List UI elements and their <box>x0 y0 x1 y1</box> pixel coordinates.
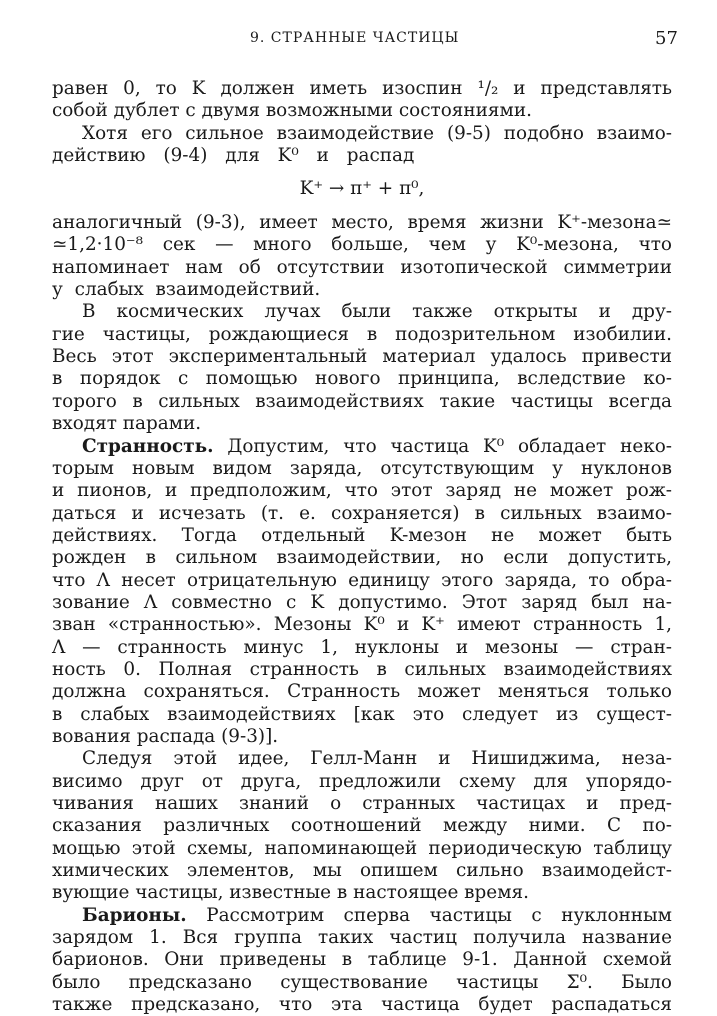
text-line <box>52 436 672 458</box>
page-number: 57 <box>655 28 678 49</box>
text-line: напоминает нам об отсутствии изотопической симметрии <box>52 256 672 278</box>
text-line: ность 0. Полная странность в сильных взаимодействиях <box>52 658 672 680</box>
text-line: зование Λ совместно с K допустимо. Этот заряд был на- <box>52 591 672 613</box>
text-line: висимо друг от друга, предложили схему для упорядо- <box>52 770 672 792</box>
text-line: гие частицы, рождающиеся в подозрительном изобилии. <box>52 323 672 345</box>
paragraph-strangeness <box>52 436 672 749</box>
text-line: также предсказано, что эта частица будет распадаться <box>52 994 672 1016</box>
text-line: в порядок с помощью нового принципа, вследствие ко- <box>52 368 672 390</box>
text-line: Следуя этой идее, Гелл-Манн и Нишиджима, неза- <box>82 748 672 770</box>
text-line: входят парами. <box>52 413 202 435</box>
text-line: что Λ несет отрицательную единицу этого заряда, то обра- <box>52 569 672 591</box>
text-line: чивания наших знаний о странных частицах и пред- <box>52 793 672 814</box>
text-line: зарядом 1. Вся группа таких частиц получила название <box>52 927 672 949</box>
text-line: торым новым видом заряда, отсутствующим у нуклонов <box>52 457 672 479</box>
paragraph-cosmic-rays <box>52 301 672 435</box>
run-in-heading-baryons: Барионы. <box>82 904 187 926</box>
text-line: торого в сильных взаимодействиях такие частицы всегда <box>52 390 672 412</box>
text-line <box>52 905 672 927</box>
paragraph-isospin <box>52 78 672 123</box>
text-line: Хотя его сильное взаимодействие (9-5) подобно взаимо- <box>82 122 672 144</box>
run-in-heading-strangeness: Странность. <box>82 435 214 457</box>
text-line: барионов. Они приведены в таблице 9-1. Данной схемой <box>52 949 672 971</box>
text-line: и пионов, и предположим, что этот заряд не может рож- <box>52 480 672 502</box>
text-line: должна сохраняться. Странность может меняться только <box>52 681 672 703</box>
text-line: зван «странностью». Мезоны K⁰ и K⁺ имеют странность 1, <box>52 614 672 636</box>
running-header <box>0 30 717 52</box>
paragraph-gell-mann <box>52 748 672 904</box>
text-line: мощью этой схемы, напоминающей периодическую таблицу <box>52 837 672 859</box>
text-line: сказания различных соотношений между ними. С по- <box>52 815 672 837</box>
page-body <box>52 78 672 1016</box>
text-line: было предсказано существование частицы Σ⁰. Было <box>52 971 672 993</box>
text-line: равен 0, то K должен иметь изоспин ¹/₂ и представлять <box>52 78 672 99</box>
text-line: действиях. Тогда отдельный K-мезон не может быть <box>52 524 672 546</box>
text-line: В космических лучах были также открыты и дру- <box>82 301 672 323</box>
text-run: Допустим, что частица K⁰ обладает неко- <box>213 435 672 457</box>
text-line: Весь этот экспериментальный материал удалось привести <box>52 346 672 368</box>
text-line: химических элементов, мы опишем сильно взаимодейст- <box>52 860 672 882</box>
paragraph-baryons <box>52 905 672 1016</box>
text-line: рожден в сильном взаимодействии, но если допустить, <box>52 547 672 569</box>
text-line: Λ — странность минус 1, нуклоны и мезоны — стран- <box>52 636 672 658</box>
text-line: вующие частицы, известные в настоящее время. <box>52 882 529 904</box>
paragraph-kaon-decay <box>52 123 672 302</box>
text-line: вования распада (9-3)]. <box>52 725 279 747</box>
text-line: действию (9-4) для K⁰ и распад <box>52 145 415 167</box>
text-line: ≃1,2·10⁻⁸ сек — много больше, чем у K⁰-мезона, что <box>52 234 672 256</box>
text-line: у слабых взаимодействий. <box>52 279 321 301</box>
text-run: Рассмотрим сперва частицы с нуклонным <box>186 904 672 926</box>
decay-formula: K⁺ → π⁺ + π⁰, <box>299 178 425 200</box>
chapter-title: 9. СТРАННЫЕ ЧАСТИЦЫ <box>250 30 460 46</box>
text-line: в слабых взаимодействиях [как это следует из сущест- <box>52 703 672 725</box>
text-line: собой дублет с двумя возможными состояниями. <box>52 100 532 122</box>
text-line: даться и исчезать (т. е. сохраняется) в сильных взаимо- <box>52 502 672 524</box>
text-line: аналогичный (9-3), имеет место, время жизни K⁺-мезона≃ <box>52 212 672 234</box>
